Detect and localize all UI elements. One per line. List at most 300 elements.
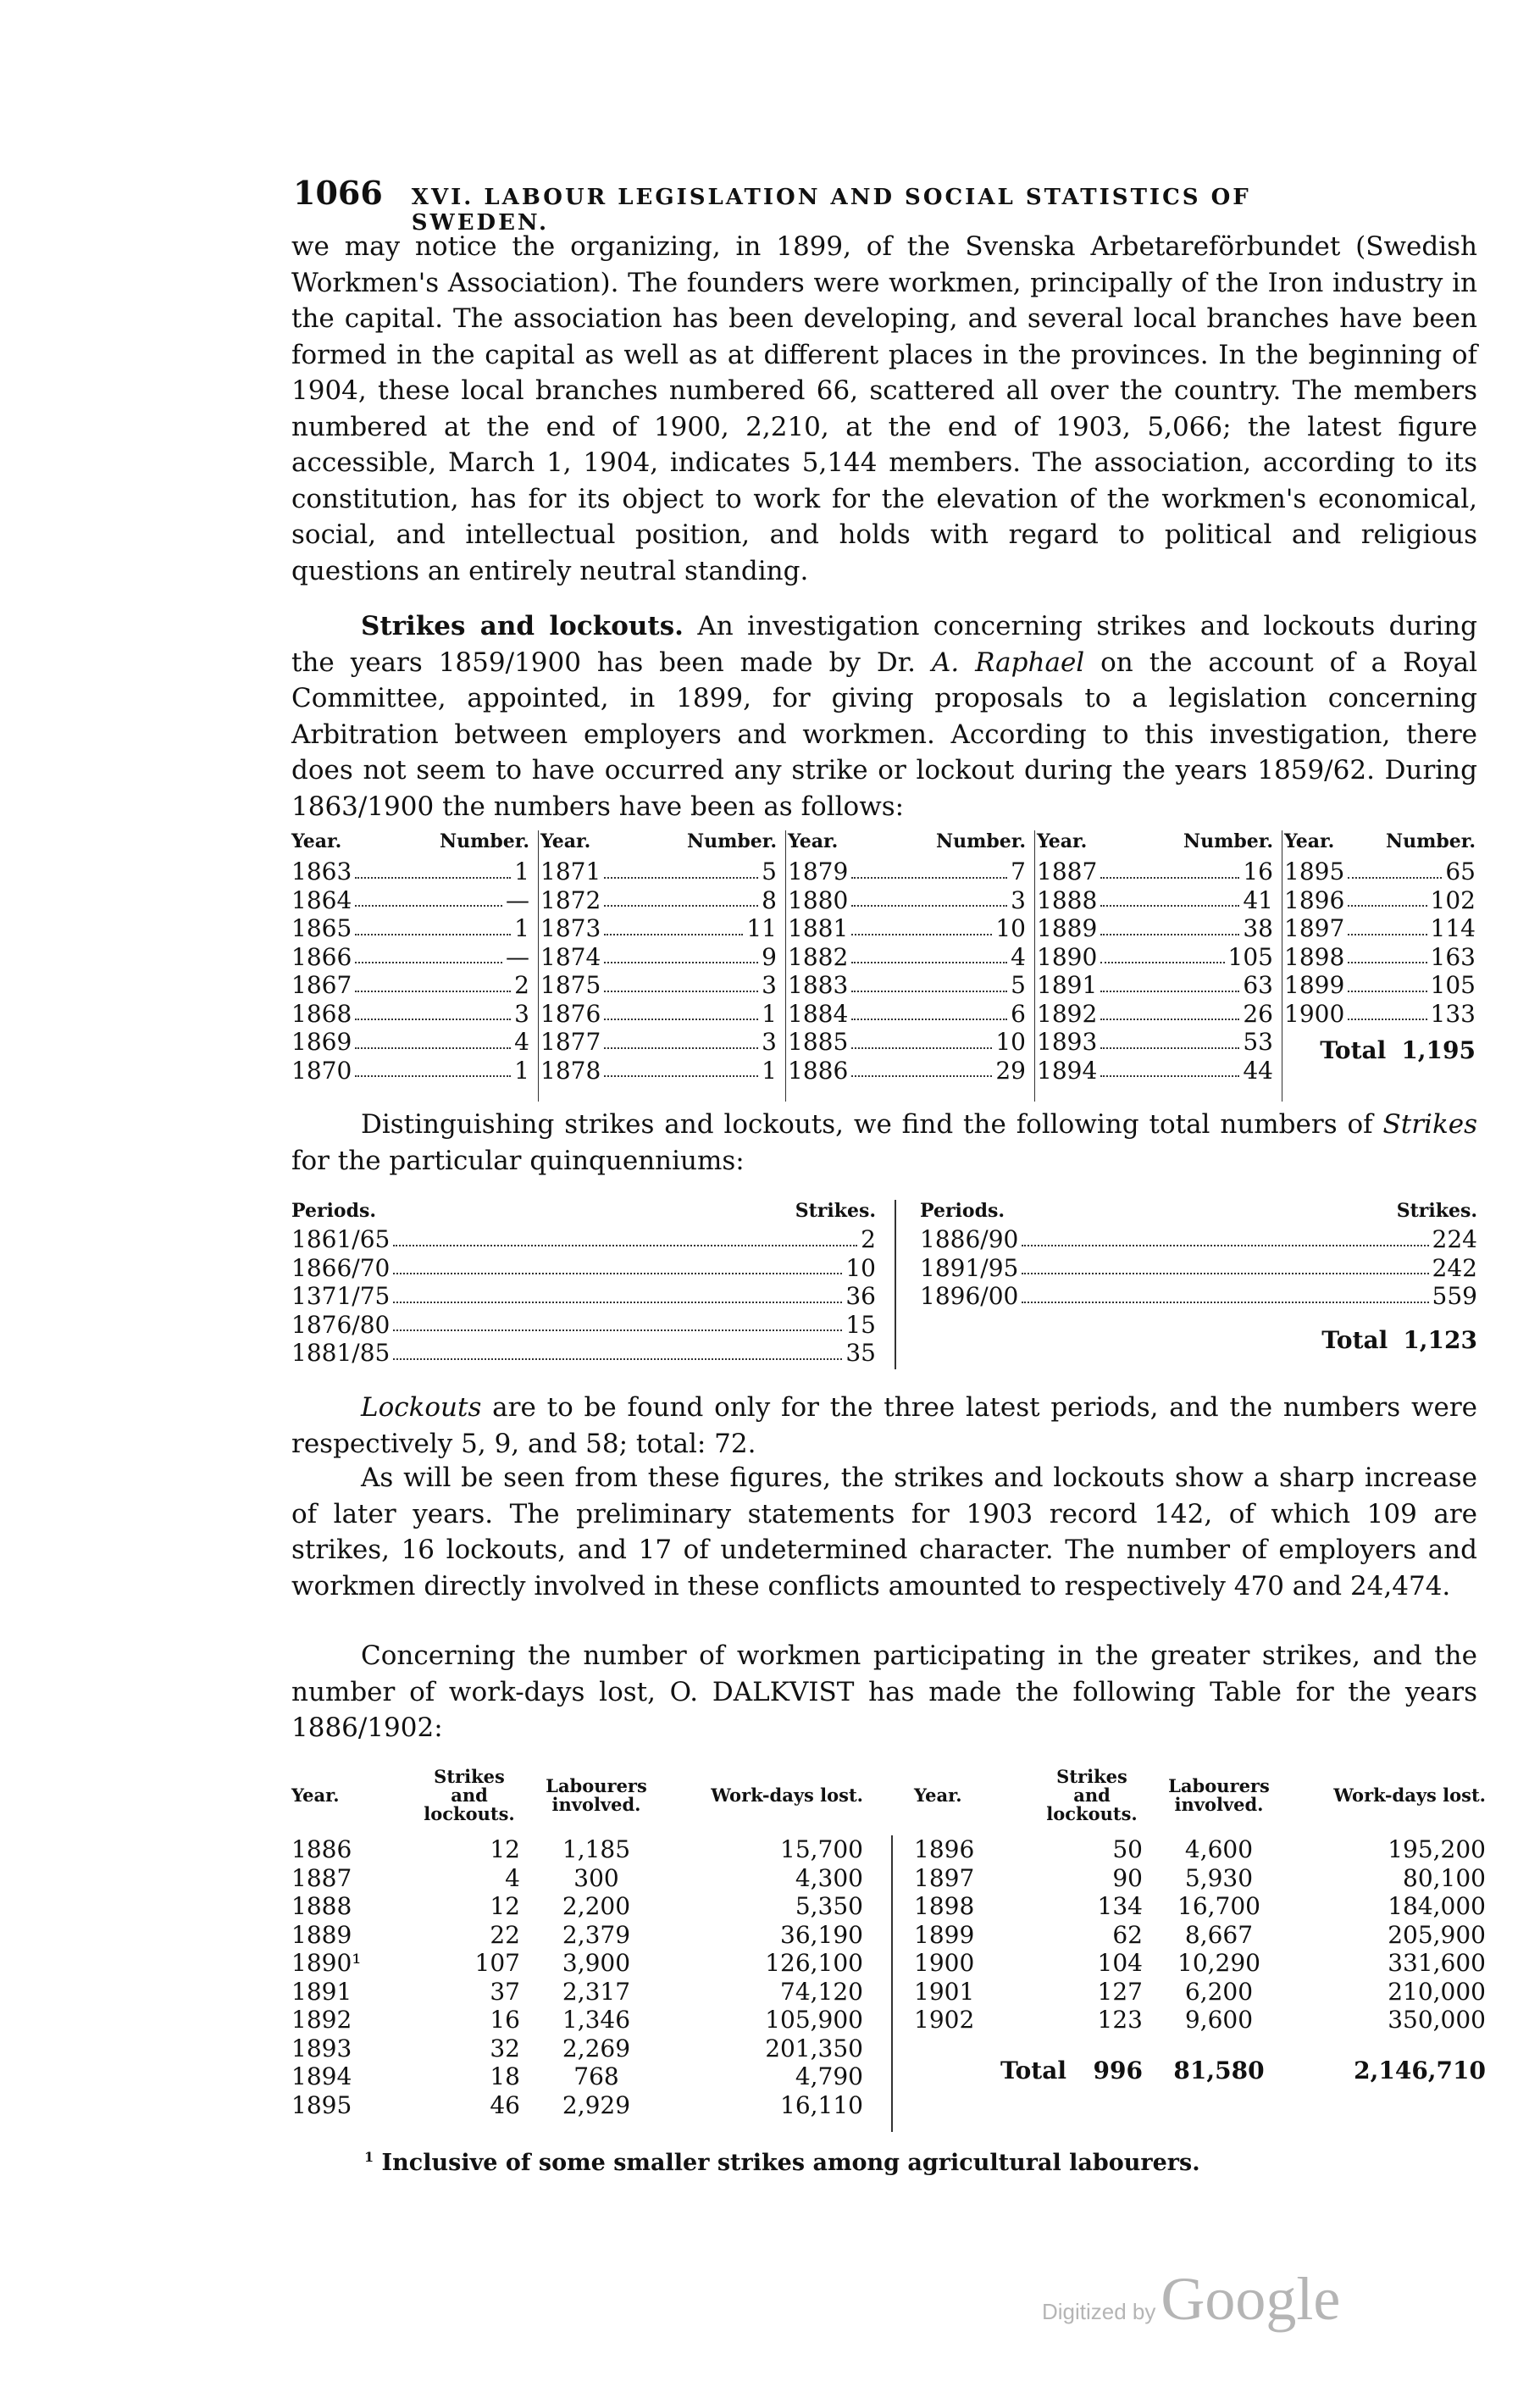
year-cell: 1891 xyxy=(291,1977,352,2006)
number-cell: 63 xyxy=(1243,971,1273,999)
year-cell: 1901 xyxy=(914,1977,975,2006)
table-row xyxy=(540,971,777,1000)
paragraph-quinquennium: Distinguishing strikes and lockouts, we find the following total numbers of Strikes for the particular quinquenniums: xyxy=(291,1109,1477,1176)
year-column xyxy=(291,830,539,1102)
year-cell: 1888 xyxy=(291,1892,352,1920)
paragraph-increase: As will be seen from these figures, the strikes and lockouts show a sharp increase of later years. The preliminary statements for 1903 record 142, of which 109 are strikes, 16 lockouts, and 17 of undetermined character. The number of employers and workmen directly involved in these conflicts amounted to respectively 470 and 24,474. xyxy=(291,1463,1477,1601)
number-cell: 114 xyxy=(1430,914,1476,942)
year-cell: 1898 xyxy=(914,1892,975,1920)
total-value: 1,123 xyxy=(1403,1325,1477,1354)
value-cell: 4,600 xyxy=(1184,1835,1254,1863)
table-row xyxy=(291,914,529,943)
year-cell: 1897 xyxy=(1284,914,1345,942)
value-cell: 36,190 xyxy=(780,1920,863,1949)
number-cell: 163 xyxy=(1430,942,1476,971)
header-period: Periods. xyxy=(920,1200,1005,1222)
number-cell: 10 xyxy=(995,914,1026,942)
number-cell: 53 xyxy=(1243,1028,1273,1056)
leader-dots xyxy=(393,1311,842,1332)
table-row xyxy=(291,1835,863,1864)
leader-dots xyxy=(1100,1028,1239,1049)
number-cell: 26 xyxy=(1243,999,1273,1028)
header-cell: Work-days lost. xyxy=(1333,1785,1486,1806)
value-cell: 10,290 xyxy=(1177,1949,1260,1977)
number-cell: 5 xyxy=(1011,971,1026,999)
header-cell: Strikes and lockouts. xyxy=(1046,1766,1138,1824)
leader-dots xyxy=(1348,943,1426,964)
number-cell: 38 xyxy=(1243,914,1273,942)
table-row xyxy=(788,971,1026,1000)
table-row xyxy=(920,1282,1477,1311)
table-row xyxy=(1037,914,1273,943)
leader-dots xyxy=(851,943,1007,964)
google-logo: Google xyxy=(1161,2265,1341,2333)
strikes-cell: 224 xyxy=(1432,1225,1477,1253)
value-cell: 195,200 xyxy=(1388,1835,1486,1863)
header-cell: Labourers involved. xyxy=(1168,1775,1270,1815)
strikes-cell: 10 xyxy=(845,1253,876,1282)
year-cell: 1887 xyxy=(1037,858,1098,885)
value-cell: 350,000 xyxy=(1388,2006,1486,2034)
leader-dots xyxy=(393,1225,857,1246)
number-cell: 4 xyxy=(1011,942,1026,971)
year-cell: 1865 xyxy=(291,914,352,942)
year-column xyxy=(540,830,786,1102)
table-row xyxy=(291,1057,529,1085)
header-period: Periods. xyxy=(291,1200,376,1222)
leader-dots xyxy=(604,858,758,879)
leader-dots xyxy=(851,1028,992,1049)
year-cell: 1868 xyxy=(291,999,352,1028)
header-number: Number. xyxy=(687,830,777,852)
table-row xyxy=(914,1864,1486,1893)
table-row xyxy=(1284,886,1476,915)
year-cell: 1876 xyxy=(540,999,601,1028)
value-cell: 201,350 xyxy=(765,2034,863,2062)
strikes-cell: 242 xyxy=(1432,1253,1477,1282)
number-cell: 105 xyxy=(1430,971,1476,999)
value-cell: 1,185 xyxy=(562,1835,631,1863)
value-cell: 134 xyxy=(1097,1892,1143,1920)
value-cell: 2,200 xyxy=(562,1892,631,1920)
header-year: Year. xyxy=(1037,830,1088,852)
leader-dots xyxy=(851,1000,1007,1021)
period-cell: 1371/75 xyxy=(291,1282,391,1310)
header-year: Year. xyxy=(788,830,839,852)
total-label: Total xyxy=(1320,1036,1387,1064)
table-header xyxy=(914,1762,1486,1829)
author-name: A. Raphael xyxy=(931,647,1085,678)
year-cell: 1898 xyxy=(1284,942,1345,971)
year-cell: 1887 xyxy=(291,1863,352,1892)
value-cell: 12 xyxy=(490,1835,520,1863)
number-cell: 1 xyxy=(762,1056,777,1085)
table-row xyxy=(1284,971,1476,1000)
year-cell: 1893 xyxy=(291,2034,352,2062)
table-row xyxy=(540,858,777,886)
value-cell: 2,317 xyxy=(562,1977,631,2006)
table-row xyxy=(1037,858,1273,886)
workdays-half xyxy=(914,1762,1486,2084)
value-cell: 9,600 xyxy=(1184,2006,1254,2034)
leader-dots xyxy=(393,1339,842,1360)
total-label: Total xyxy=(1000,2056,1066,2084)
period-cell: 1886/90 xyxy=(920,1225,1019,1253)
value-cell: 1,346 xyxy=(562,2006,631,2034)
footnote: $^1$ Inclusive of some smaller strikes among agricultural labourers. xyxy=(364,2149,1200,2176)
column-divider xyxy=(891,1835,893,2132)
year-cell: 1877 xyxy=(540,1028,601,1056)
table-row xyxy=(291,1864,863,1893)
header-number: Number. xyxy=(1183,830,1273,852)
column-divider xyxy=(895,1200,896,1369)
table-row xyxy=(540,1057,777,1085)
value-cell: 37 xyxy=(490,1977,520,2006)
table-row xyxy=(914,1921,1486,1950)
number-cell: 4 xyxy=(514,1028,529,1056)
leader-dots xyxy=(604,886,758,908)
leader-dots xyxy=(1348,886,1426,908)
number-cell: 1 xyxy=(762,999,777,1028)
table-row xyxy=(1284,858,1476,886)
number-cell: 10 xyxy=(995,1028,1026,1056)
table-row xyxy=(291,2062,863,2091)
column-header xyxy=(1284,830,1476,852)
value-cell: 4,790 xyxy=(795,2062,863,2090)
leader-dots xyxy=(851,971,1007,992)
number-cell: 5 xyxy=(762,858,777,885)
header-number: Number. xyxy=(440,830,529,852)
year-cell: 1864 xyxy=(291,885,352,914)
number-cell: 7 xyxy=(1011,858,1026,885)
leader-dots xyxy=(355,1028,511,1049)
header-year: Year. xyxy=(540,830,591,852)
table-row xyxy=(291,886,529,915)
table-row xyxy=(540,886,777,915)
table-row xyxy=(540,1028,777,1057)
header-strikes: Strikes. xyxy=(795,1200,876,1222)
table-row xyxy=(914,2006,1486,2034)
strikes-cell: 36 xyxy=(845,1282,876,1310)
table-row xyxy=(1037,886,1273,915)
value-cell: 15,700 xyxy=(780,1835,863,1863)
leader-dots xyxy=(1100,1057,1239,1078)
year-column xyxy=(1284,830,1484,1102)
year-cell: 1867 xyxy=(291,971,352,999)
leader-dots xyxy=(604,914,743,935)
leader-dots xyxy=(1100,886,1239,908)
year-cell: 1899 xyxy=(1284,971,1345,999)
table-row xyxy=(291,2091,863,2120)
value-cell: 12 xyxy=(490,1892,520,1920)
header-strikes: Strikes. xyxy=(1396,1200,1477,1222)
number-cell: 3 xyxy=(762,971,777,999)
year-cell: 1870 xyxy=(291,1056,352,1085)
table-row xyxy=(291,1921,863,1950)
value-cell: 210,000 xyxy=(1388,1977,1486,2006)
leader-dots xyxy=(851,886,1007,908)
year-cell: 1900 xyxy=(914,1949,975,1977)
leader-dots xyxy=(393,1254,842,1275)
column-header xyxy=(1037,830,1273,852)
table-row xyxy=(914,1892,1486,1921)
table-row xyxy=(291,858,529,886)
leader-dots xyxy=(1100,971,1239,992)
digitized-watermark: Digitized by Google xyxy=(1042,2265,1341,2333)
year-cell: 1871 xyxy=(540,858,601,885)
year-cell: 1896 xyxy=(1284,885,1345,914)
table-row xyxy=(291,971,529,1000)
table-row xyxy=(291,1892,863,1921)
paragraph-1: we may notice the organizing, in 1899, of the Svenska Arbetareförbundet (Swedish Workmen's Association). The founders were workmen, principally of the Iron industry in the capital. The association has been developing, and several local branches have been formed in the capital as well as at different places in the provinces. In the beginning of 1904, these local branches numbered 66, scattered all over the country. The members numbered at the end of 1900, 2,210, at the end of 1903, 5,066; the latest figure accessible, March 1, 1904, indicates 5,144 members. The association, according to its constitution, has for its object to work for the elevation of the workmen's economical, social, and intellectual position, and holds with regard to political and religious questions an entirely neutral standing. xyxy=(291,231,1477,586)
table-header xyxy=(291,1762,863,1829)
period-cell: 1861/65 xyxy=(291,1225,391,1253)
period-cell: 1881/85 xyxy=(291,1339,391,1367)
leader-dots xyxy=(1100,1000,1239,1021)
period-cell: 1876/80 xyxy=(291,1310,391,1339)
header-year: Year. xyxy=(291,830,342,852)
year-cell: 1875 xyxy=(540,971,601,999)
leader-dots xyxy=(604,1057,758,1078)
value-cell: 2,379 xyxy=(562,1920,631,1949)
total-row xyxy=(920,1326,1477,1355)
periods-table xyxy=(291,1200,1477,1369)
year-cell: 1866 xyxy=(291,942,352,971)
table-row xyxy=(291,1225,876,1254)
column-header xyxy=(291,830,529,852)
table-row xyxy=(291,1282,876,1311)
year-cell: 1874 xyxy=(540,942,601,971)
year-cell: 1878 xyxy=(540,1056,601,1085)
table-row xyxy=(1037,1057,1273,1085)
value-cell: 5,930 xyxy=(1184,1863,1254,1892)
table-row xyxy=(1037,943,1273,972)
leader-dots xyxy=(1022,1254,1428,1275)
value-cell: 74,120 xyxy=(780,1977,863,2006)
number-cell: 1 xyxy=(514,858,529,885)
value-cell: 4,300 xyxy=(795,1863,863,1892)
leader-dots xyxy=(1348,914,1426,935)
leader-dots xyxy=(355,886,502,908)
year-cell: 1897 xyxy=(914,1863,975,1892)
number-cell: 65 xyxy=(1445,858,1476,885)
value-cell: 768 xyxy=(573,2062,619,2090)
header-cell: Work-days lost. xyxy=(711,1785,863,1806)
number-cell: 3 xyxy=(1011,885,1026,914)
strikes-heading: Strikes and lockouts. xyxy=(361,611,684,641)
year-cell: 1889 xyxy=(1037,914,1098,942)
number-cell: 6 xyxy=(1011,999,1026,1028)
leader-dots xyxy=(1348,971,1426,992)
table-row xyxy=(291,1339,876,1368)
year-cell: 1885 xyxy=(788,1028,849,1056)
year-cell: 1894 xyxy=(1037,1056,1098,1085)
table-row xyxy=(1037,1028,1273,1057)
table-row xyxy=(1037,971,1273,1000)
table-row xyxy=(1284,1000,1476,1029)
header-cell: Year. xyxy=(291,1785,340,1806)
leader-dots xyxy=(1022,1282,1428,1303)
year-column xyxy=(788,830,1035,1102)
number-cell: — xyxy=(506,942,529,971)
leader-dots xyxy=(355,858,511,879)
year-cell: 1886 xyxy=(788,1056,849,1085)
table-row xyxy=(914,1978,1486,2007)
table-row xyxy=(291,1028,529,1057)
value-cell: 90 xyxy=(1112,1863,1143,1892)
header-year: Year. xyxy=(1284,830,1335,852)
year-cell: 1872 xyxy=(540,885,601,914)
number-cell: 133 xyxy=(1430,999,1476,1028)
leader-dots xyxy=(604,943,758,964)
year-cell: 1896 xyxy=(914,1835,975,1863)
year-cell: 1884 xyxy=(788,999,849,1028)
year-cell: 1895 xyxy=(1284,858,1345,885)
number-cell: 105 xyxy=(1227,942,1273,971)
table-row xyxy=(914,1835,1486,1864)
workdays-half xyxy=(291,1762,863,2119)
year-cell: 1892 xyxy=(291,2006,352,2034)
value-cell: 22 xyxy=(490,1920,520,1949)
total-days: 2,146,710 xyxy=(1354,2056,1486,2084)
table-row xyxy=(291,2006,863,2034)
periods-column xyxy=(291,1200,876,1368)
leader-dots xyxy=(1100,943,1224,964)
number-cell: 2 xyxy=(514,971,529,999)
table-row xyxy=(291,1949,863,1978)
header-cell: Year. xyxy=(914,1785,962,1806)
number-cell: 8 xyxy=(762,885,777,914)
leader-dots xyxy=(851,858,1007,879)
value-cell: 123 xyxy=(1097,2006,1143,2034)
total-strikes: 996 xyxy=(1093,2056,1143,2084)
value-cell: 8,667 xyxy=(1184,1920,1254,1949)
workdays-table xyxy=(291,1762,1486,2135)
year-cell: 1886 xyxy=(291,1835,352,1863)
column-header xyxy=(291,1200,876,1222)
paragraph-strikes: Strikes and lockouts. An investigation concerning strikes and lockouts during the years 1859/1900 has been made by Dr. A. Raphael on the account of a Royal Committee, appointed, in 1899, for giving proposals to a legislation concerning Arbitration between employers and workmen. According to this investigation, there does not seem to have occurred any strike or lockout during the years 1859/62. During 1863/1900 the numbers have been as follows: xyxy=(291,611,1477,822)
leader-dots xyxy=(355,971,511,992)
leader-dots xyxy=(604,1028,758,1049)
table-row xyxy=(291,1311,876,1340)
value-cell: 4 xyxy=(505,1863,520,1892)
total-label: Total xyxy=(1321,1325,1388,1354)
periods-column xyxy=(920,1200,1477,1354)
year-cell: 1892 xyxy=(1037,999,1098,1028)
value-cell: 18 xyxy=(490,2062,520,2090)
table-row xyxy=(540,1000,777,1029)
year-cell: 1881 xyxy=(788,914,849,942)
column-header xyxy=(920,1200,1477,1222)
table-row xyxy=(788,1028,1026,1057)
value-cell: 300 xyxy=(573,1863,619,1892)
value-cell: 32 xyxy=(490,2034,520,2062)
value-cell: 2,269 xyxy=(562,2034,631,2062)
table-row xyxy=(920,1254,1477,1283)
table-row xyxy=(1284,943,1476,972)
year-cell: 1890¹ xyxy=(291,1949,362,1977)
leader-dots xyxy=(1100,914,1239,935)
header-cell: Labourers involved. xyxy=(546,1775,647,1815)
leader-dots xyxy=(604,971,758,992)
strikes-cell: 559 xyxy=(1432,1282,1477,1310)
year-cell: 1895 xyxy=(291,2090,352,2119)
value-cell: 5,350 xyxy=(795,1892,863,1920)
table-row xyxy=(788,1057,1026,1085)
strikes-by-year-table xyxy=(291,830,1477,1102)
page-header xyxy=(293,174,1386,236)
table-row xyxy=(291,1978,863,2007)
value-cell: 3,900 xyxy=(562,1949,631,1977)
year-cell: 1889 xyxy=(291,1920,352,1949)
number-cell: 9 xyxy=(762,942,777,971)
value-cell: 50 xyxy=(1112,1835,1143,1863)
leader-dots xyxy=(1100,858,1239,879)
value-cell: 16,700 xyxy=(1177,1892,1260,1920)
period-cell: 1891/95 xyxy=(920,1253,1019,1282)
number-cell: 44 xyxy=(1243,1056,1273,1085)
number-cell: — xyxy=(506,885,529,914)
year-cell: 1890 xyxy=(1037,942,1098,971)
year-cell: 1863 xyxy=(291,858,352,885)
year-cell: 1893 xyxy=(1037,1028,1098,1056)
column-header xyxy=(540,830,777,852)
number-cell: 41 xyxy=(1243,885,1273,914)
table-row xyxy=(291,1000,529,1029)
value-cell: 104 xyxy=(1097,1949,1143,1977)
year-cell: 1879 xyxy=(788,858,849,885)
table-row xyxy=(788,943,1026,972)
leader-dots xyxy=(355,943,502,964)
leader-dots xyxy=(1348,858,1442,879)
year-cell: 1900 xyxy=(1284,999,1345,1028)
leader-dots xyxy=(355,1057,511,1078)
year-cell: 1888 xyxy=(1037,885,1098,914)
value-cell: 107 xyxy=(474,1949,520,1977)
leader-dots xyxy=(851,1057,992,1078)
table-row xyxy=(540,914,777,943)
table-row xyxy=(788,1000,1026,1029)
year-cell: 1883 xyxy=(788,971,849,999)
value-cell: 62 xyxy=(1112,1920,1143,1949)
value-cell: 331,600 xyxy=(1388,1949,1486,1977)
table-row xyxy=(1037,1000,1273,1029)
running-title: XVI. LABOUR LEGISLATION AND SOCIAL STATISTICS OF SWEDEN. xyxy=(411,185,1251,236)
leader-dots xyxy=(851,914,992,935)
leader-dots xyxy=(355,1000,511,1021)
year-cell: 1873 xyxy=(540,914,601,942)
leader-dots xyxy=(1022,1225,1428,1246)
value-cell: 16 xyxy=(490,2006,520,2034)
total-value: 1,195 xyxy=(1401,1036,1476,1064)
total-row xyxy=(914,2057,1486,2085)
number-cell: 29 xyxy=(995,1056,1026,1085)
column-header xyxy=(788,830,1026,852)
total-row xyxy=(1284,1036,1476,1065)
page-number: 1066 xyxy=(293,174,383,212)
year-cell: 1902 xyxy=(914,2006,975,2034)
value-cell: 2,929 xyxy=(562,2090,631,2119)
table-row xyxy=(788,858,1026,886)
table-row xyxy=(1284,914,1476,943)
year-cell: 1899 xyxy=(914,1920,975,1949)
table-row xyxy=(914,1949,1486,1978)
leader-dots xyxy=(604,1000,758,1021)
table-row xyxy=(788,914,1026,943)
year-cell: 1880 xyxy=(788,885,849,914)
table-row xyxy=(291,1254,876,1283)
value-cell: 80,100 xyxy=(1403,1863,1486,1892)
